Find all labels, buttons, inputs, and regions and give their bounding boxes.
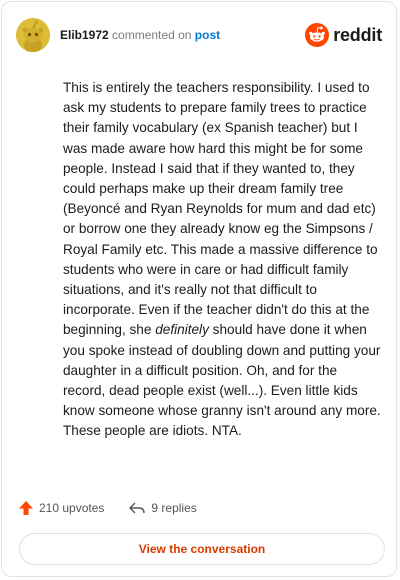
- reddit-brand[interactable]: [305, 23, 382, 47]
- upvote-arrow-icon: [18, 500, 34, 516]
- comment-meta: [60, 28, 220, 42]
- user-avatar-icon[interactable]: [16, 18, 50, 52]
- upvote-count: 210 upvotes: [39, 501, 105, 515]
- username-link[interactable]: Elib1972: [60, 28, 109, 42]
- reply-count: 9 replies: [151, 501, 197, 515]
- comment-body-emphasis: definitely: [155, 322, 209, 338]
- comment-body-part-1: This is entirely the teachers responsibility. I used to ask my students to prepare family trees to practice their family vocabulary (ex Spanish teacher) but I was made aware how hard this might be for some people. Instead I said that if they wanted to, they could perhaps make up their dream family tree (Beyoncé and Ryan Reynolds for mum and dad etc) or borrow one they already know eg the Simpsons / Royal Family etc. This made a massive difference to students who were in care or had difficult family situations, and it's really not that difficult to incorporate. Even if the teacher didn't do this at the beginning, she: [63, 80, 378, 338]
- post-link[interactable]: post: [194, 28, 221, 42]
- replies-button[interactable]: [128, 500, 196, 516]
- view-conversation-button[interactable]: View the conversation: [19, 533, 385, 565]
- action-text: commented on: [112, 28, 192, 42]
- comment-body: [63, 78, 381, 442]
- reply-arrow-icon: [128, 500, 146, 516]
- reddit-wordmark: reddit: [333, 24, 382, 45]
- comment-actions: [18, 498, 197, 518]
- comment-card: [1, 1, 397, 577]
- comment-body-part-3: should have done it when you spoke instead of doubling down and putting your daughter in a difficult position. Oh, and for the record, dead people exist (well...). Even little kids know someone whose granny isn't around any more. These people are idiots. NTA.: [63, 322, 381, 439]
- reddit-logo-icon: [305, 23, 329, 47]
- upvote-button[interactable]: [18, 500, 104, 516]
- comment-header: [16, 18, 382, 52]
